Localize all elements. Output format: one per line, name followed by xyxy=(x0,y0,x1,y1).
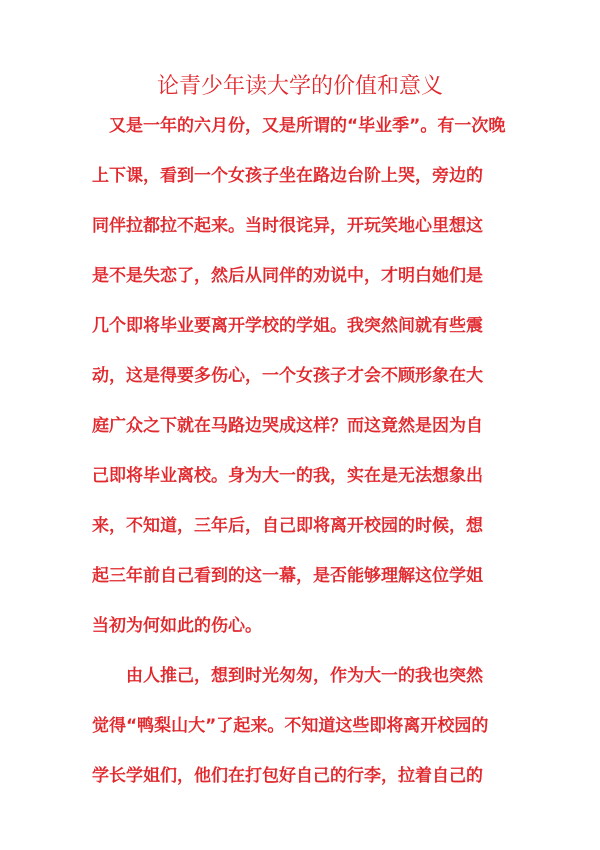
paragraph-line: 当初为何如此的伤心。 xyxy=(92,616,262,636)
paragraph-line: 庭广众之下就在马路边哭成这样？而这竟然是因为自 xyxy=(92,416,483,436)
paragraph-line: 觉得“鸭梨山大”了起来。不知道这些即将离开校园的 xyxy=(92,716,489,736)
paragraph-1 xyxy=(92,109,522,659)
paragraph-line: 来，不知道，三年后，自己即将离开校园的时候，想 xyxy=(92,516,483,536)
paragraph-line: 起三年前自己看到的这一幕，是否能够理解这位学姐 xyxy=(92,566,483,586)
paragraph-line: 动，这是得要多伤心，一个女孩子才会不顾形象在大 xyxy=(92,366,483,386)
paragraph-line: 己即将毕业离校。身为大一的我，实在是无法想象出 xyxy=(92,466,483,486)
paragraph-line: 几个即将毕业要离开学校的学姐。我突然间就有些震 xyxy=(92,316,483,336)
document-title: 论青少年读大学的价值和意义 xyxy=(156,74,443,99)
paragraph-line: 上下课，看到一个女孩子坐在路边台阶上哭，旁边的 xyxy=(92,166,483,186)
paragraph-line: 又是一年的六月份，又是所谓的“毕业季”。有一次晚 xyxy=(109,116,506,136)
paragraph-line: 由人推己，想到时光匆匆，作为大一的我也突然 xyxy=(126,666,483,686)
paragraph-2 xyxy=(92,659,522,809)
paragraph-line: 是不是失恋了，然后从同伴的劝说中，才明白她们是 xyxy=(92,266,483,286)
paragraph-line: 同伴拉都拉不起来。当时很诧异，开玩笑地心里想这 xyxy=(92,216,483,236)
document-body xyxy=(92,109,522,809)
paragraph-line: 学长学姐们，他们在打包好自己的行李，拉着自己的 xyxy=(92,766,483,786)
